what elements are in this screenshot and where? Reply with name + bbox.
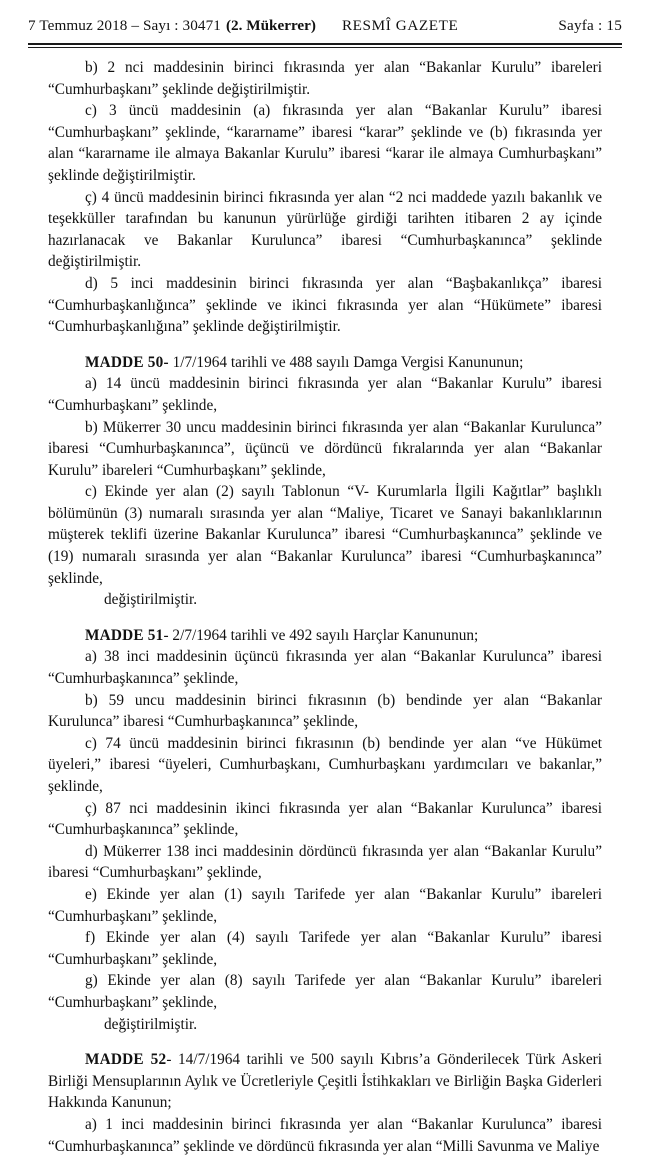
clause-paragraph: f) Ekinde yer alan (4) sayılı Tarifede yer alan “Bakanlar Kurulu” ibaresi “Cumhurbaşkanı” şeklinde, [48, 929, 602, 968]
closing-paragraph: değiştirilmiştir. [104, 591, 198, 609]
clause-paragraph: b) 2 nci maddesinin birinci fıkrasında yer alan “Bakanlar Kurulu” ibareleri “Cumhurbaşkanı” şeklinde değiştirilmiştir. [48, 59, 602, 98]
article-heading-text: - 2/7/1964 tarihli ve 492 sayılı Harçlar Kanununun; [163, 626, 479, 644]
article-number-label: MADDE 52 [85, 1051, 167, 1069]
rule-line-bottom [28, 47, 622, 48]
clause-paragraph: c) 74 üncü maddesinin birinci fıkrasının (b) bendinde yer alan “ve Hükümet üyeleri,” ibaresi “üyeleri, Cumhurbaşkanı, Cumhurbaşkanı yardımcıları ve bakanlar,” şeklinde, [48, 734, 602, 795]
clause-paragraph: b) 59 uncu maddesinin birinci fıkrasının (b) bendinde yer alan “Bakanlar Kurulunca” ibaresi “Cumhurbaşkanınca” şeklinde, [48, 691, 602, 731]
article-heading-paragraph [48, 1049, 602, 1114]
clause-paragraph: a) 38 inci maddesinin üçüncü fıkrasında yer alan “Bakanlar Kurulunca” ibaresi “Cumhurbaşkanınca” şeklinde, [48, 648, 602, 688]
article-number-label: MADDE 51 [85, 626, 164, 644]
clause-paragraph: d) Mükerrer 138 inci maddesinin dördüncü fıkrasında yer alan “Bakanlar Kurulu” ibaresi “Cumhurbaşkanı” şeklinde, [48, 842, 602, 882]
article-heading-paragraph [48, 352, 602, 374]
page-header [28, 16, 622, 42]
clause-paragraph: a) 1 inci maddesinin birinci fıkrasında yer alan “Bakanlar Kurulunca” ibaresi “Cumhurbaşkanınca” şeklinde ve dördüncü fıkrasında yer alan “Milli Savunma ve Maliye [48, 1115, 602, 1155]
clause-paragraph: ç) 87 nci maddesinin ikinci fıkrasında yer alan “Bakanlar Kurulunca” ibaresi “Cumhurbaşkanınca” şeklinde, [48, 799, 602, 839]
header-page-number: Sayfa : 15 [558, 17, 622, 34]
clause-paragraph: b) Mükerrer 30 uncu maddesinin birinci fıkrasında yer alan “Bakanlar Kurulunca” ibaresi “Cumhurbaşkanınca”, üçüncü ve dördüncü fıkralarında yer alan “Bakanlar Kurulu” ibareleri “Cumhurbaşkanı” şeklinde, [48, 418, 602, 479]
header-double-rule [28, 43, 622, 48]
header-left-group [28, 16, 458, 36]
closing-paragraph: değiştirilmiştir. [104, 1015, 198, 1033]
header-gazette-title: RESMÎ GAZETE [341, 17, 459, 34]
clause-paragraph: e) Ekinde yer alan (1) sayılı Tarifede yer alan “Bakanlar Kurulu” ibareleri “Cumhurbaşkanı” şeklinde, [48, 885, 602, 925]
header-mukerrer-label: (2. Mükerrer) [225, 17, 316, 34]
article-heading-text: - 14/7/1964 tarihli ve 500 sayılı Kıbrıs’a Gönderilecek Türk Askeri Birliği Mensuplarının Aylık ve Ücretleriyle Çeşitli İstihkakları ve Birliğin Başka Giderleri Hakkında Kanunun; [48, 1051, 602, 1112]
clause-paragraph: c) 3 üncü maddesinin (a) fıkrasında yer alan “Bakanlar Kurulu” ibaresi “Cumhurbaşkanı” şeklinde, “kararname” ibaresi “karar” şeklinde ve (b) fıkrasında yer alan “kararname ile almaya Bakanlar Kurulu” ibaresi “karar ile almaya Cumhurbaşkanı” şeklinde değiştirilmiştir. [48, 102, 602, 184]
article-heading-paragraph [48, 625, 602, 647]
clause-paragraph: ç) 4 üncü maddesinin birinci fıkrasında yer alan “2 nci maddede yazılı bakanlık ve teşekküller tarafından bu kanunun yürürlüğe girdiği tarihten itibaren 2 ay içinde hazırlanacak ve Bakanlar Kurulunca” ibaresi “Cumhurbaşkanınca” şeklinde değiştirilmiştir. [48, 188, 602, 271]
document-body [48, 57, 602, 1157]
clause-paragraph: a) 14 üncü maddesinin birinci fıkrasında yer alan “Bakanlar Kurulu” ibaresi “Cumhurbaşkanı” şeklinde, [48, 375, 602, 414]
clause-paragraph: c) Ekinde yer alan (2) sayılı Tablonun “V- Kurumlarla İlgili Kağıtlar” başlıklı bölümünün (3) numaralı sırasında yer alan “Maliye, Ticaret ve Sanayi bakanlıklarının müşterek teklifi üzerine Bakanlar Kurulunca” ibaresi “Cumhurbaşkanınca” şeklinde ve (19) numaralı sırasında yer alan “Bakanlar Kurulunca” ibaresi “Cumhurbaşkanınca” şeklinde, [48, 483, 602, 587]
article-heading-text: 1/7/1964 tarihli ve 488 sayılı Damga Vergisi Kanununun; [168, 353, 524, 371]
article-number-label: MADDE 50- [85, 353, 169, 371]
header-issue-date: 7 Temmuz 2018 – Sayı : 30471 [28, 17, 221, 34]
clause-paragraph: d) 5 inci maddesinin birinci fıkrasında yer alan “Başbakanlıkça” ibaresi “Cumhurbaşkanlığınca” şeklinde ve ikinci fıkrasında yer alan “Hükümete” ibaresi “Cumhurbaşkanlığına” şeklinde değiştirilmiştir. [48, 274, 602, 336]
clause-paragraph: g) Ekinde yer alan (8) sayılı Tarifede yer alan “Bakanlar Kurulu” ibareleri “Cumhurbaşkanı” şeklinde, [48, 972, 602, 1011]
